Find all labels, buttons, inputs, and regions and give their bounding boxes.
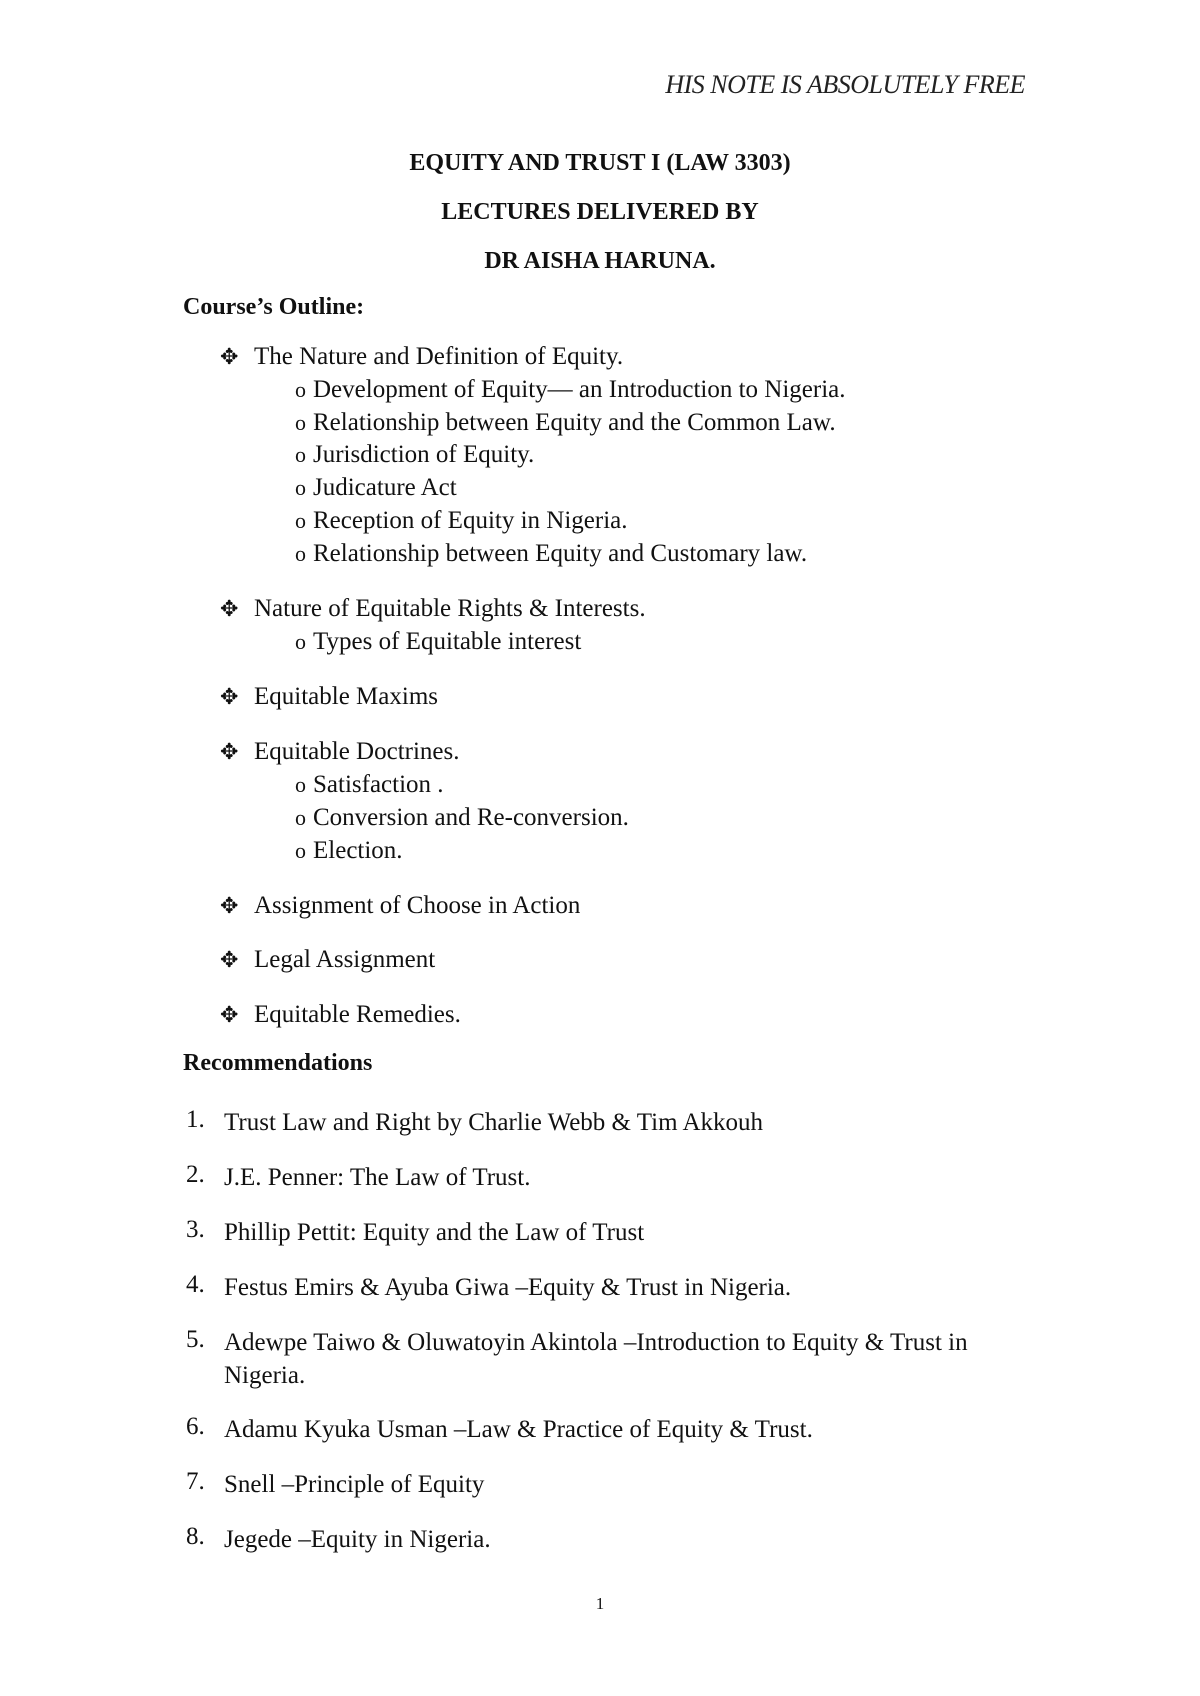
recommendation-text: Snell –Principle of Equity bbox=[224, 1471, 485, 1498]
recommendation-text: Festus Emirs & Ayuba Giwa –Equity & Trust in Nigeria. bbox=[224, 1274, 792, 1301]
diamond-bullet-icon: ✥ bbox=[220, 344, 239, 369]
recommendation-item bbox=[186, 1468, 1006, 1501]
outline-item bbox=[220, 738, 460, 766]
outline-subitem bbox=[295, 540, 807, 568]
outline-subitem-label: Development of Equity— an Introduction to Nigeria. bbox=[313, 376, 846, 403]
recommendations-heading: Recommendations bbox=[183, 1050, 373, 1076]
outline-subitem-label: Judicature Act bbox=[313, 474, 457, 501]
circle-bullet-icon: o bbox=[295, 772, 306, 797]
outline-subitem bbox=[295, 804, 629, 832]
recommendation-number: 2. bbox=[186, 1161, 205, 1188]
circle-bullet-icon: o bbox=[295, 541, 306, 566]
recommendation-item bbox=[186, 1216, 1006, 1249]
lecturer-intro: LECTURES DELIVERED BY bbox=[441, 199, 759, 225]
circle-bullet-icon: o bbox=[295, 629, 306, 654]
outline-subitem bbox=[295, 837, 403, 865]
outline-subitem-label: Reception of Equity in Nigeria. bbox=[313, 507, 628, 534]
circle-bullet-icon: o bbox=[295, 410, 306, 435]
recommendation-item bbox=[186, 1413, 1006, 1446]
circle-bullet-icon: o bbox=[295, 475, 306, 500]
diamond-bullet-icon: ✥ bbox=[220, 596, 239, 621]
outline-item-label: Equitable Doctrines. bbox=[254, 738, 460, 765]
recommendation-text: Phillip Pettit: Equity and the Law of Trust bbox=[224, 1219, 645, 1246]
outline-item bbox=[220, 683, 438, 711]
recommendation-text: J.E. Penner: The Law of Trust. bbox=[224, 1164, 531, 1191]
recommendation-text: Trust Law and Right by Charlie Webb & Tim Akkouh bbox=[224, 1109, 764, 1136]
outline-item bbox=[220, 343, 623, 371]
diamond-bullet-icon: ✥ bbox=[220, 947, 239, 972]
outline-subitem-label: Relationship between Equity and Customary law. bbox=[313, 540, 808, 567]
document-title: EQUITY AND TRUST I (LAW 3303) bbox=[409, 150, 791, 176]
outline-subitem bbox=[295, 409, 836, 437]
diamond-bullet-icon: ✥ bbox=[220, 739, 239, 764]
recommendation-number: 1. bbox=[186, 1106, 205, 1133]
outline-subitem bbox=[295, 376, 846, 404]
outline-subitem-label: Relationship between Equity and the Common Law. bbox=[313, 409, 836, 436]
outline-subitem bbox=[295, 628, 581, 656]
recommendation-number: 8. bbox=[186, 1523, 205, 1550]
recommendation-number: 7. bbox=[186, 1468, 205, 1495]
outline-heading: Course’s Outline: bbox=[183, 294, 365, 320]
outline-item-label: Assignment of Choose in Action bbox=[254, 892, 581, 919]
outline-item bbox=[220, 595, 646, 623]
recommendation-text: Adamu Kyuka Usman –Law & Practice of Equity & Trust. bbox=[224, 1416, 813, 1443]
circle-bullet-icon: o bbox=[295, 508, 306, 533]
outline-subitem-label: Election. bbox=[313, 837, 403, 864]
circle-bullet-icon: o bbox=[295, 838, 306, 863]
recommendation-number: 5. bbox=[186, 1326, 205, 1353]
circle-bullet-icon: o bbox=[295, 805, 306, 830]
outline-subitem-label: Conversion and Re-conversion. bbox=[313, 804, 629, 831]
outline-item-label: Nature of Equitable Rights & Interests. bbox=[254, 595, 646, 622]
recommendation-item bbox=[186, 1326, 1006, 1392]
diamond-bullet-icon: ✥ bbox=[220, 684, 239, 709]
circle-bullet-icon: o bbox=[295, 377, 306, 402]
outline-item bbox=[220, 1001, 461, 1029]
recommendation-text: Adewpe Taiwo & Oluwatoyin Akintola –Introduction to Equity & Trust in Nigeria. bbox=[224, 1329, 968, 1389]
page-number: 1 bbox=[595, 1594, 605, 1613]
outline-item-label: Equitable Remedies. bbox=[254, 1001, 461, 1028]
recommendation-number: 3. bbox=[186, 1216, 205, 1243]
outline-subitem-label: Satisfaction . bbox=[313, 771, 444, 798]
header-note: HIS NOTE IS ABSOLUTELY FREE bbox=[665, 70, 1025, 99]
recommendation-item bbox=[186, 1161, 1006, 1194]
recommendation-text: Jegede –Equity in Nigeria. bbox=[224, 1526, 491, 1553]
outline-subitem bbox=[295, 441, 534, 469]
recommendation-number: 4. bbox=[186, 1271, 205, 1298]
diamond-bullet-icon: ✥ bbox=[220, 1002, 239, 1027]
lecturer-name: DR AISHA HARUNA. bbox=[484, 248, 716, 274]
outline-subitem-label: Types of Equitable interest bbox=[313, 628, 582, 655]
outline-item-label: Legal Assignment bbox=[254, 946, 436, 973]
outline-item bbox=[220, 946, 435, 974]
outline-item bbox=[220, 892, 580, 920]
outline-item-label: Equitable Maxims bbox=[254, 683, 438, 710]
recommendation-number: 6. bbox=[186, 1413, 205, 1440]
outline-item-label: The Nature and Definition of Equity. bbox=[254, 343, 624, 370]
recommendation-item bbox=[186, 1271, 1006, 1304]
outline-subitem-label: Jurisdiction of Equity. bbox=[313, 441, 535, 468]
outline-subitem bbox=[295, 474, 457, 502]
outline-subitem bbox=[295, 507, 628, 535]
recommendation-item bbox=[186, 1106, 1006, 1139]
circle-bullet-icon: o bbox=[295, 442, 306, 467]
diamond-bullet-icon: ✥ bbox=[220, 893, 239, 918]
outline-subitem bbox=[295, 771, 444, 799]
recommendation-item bbox=[186, 1523, 1006, 1556]
